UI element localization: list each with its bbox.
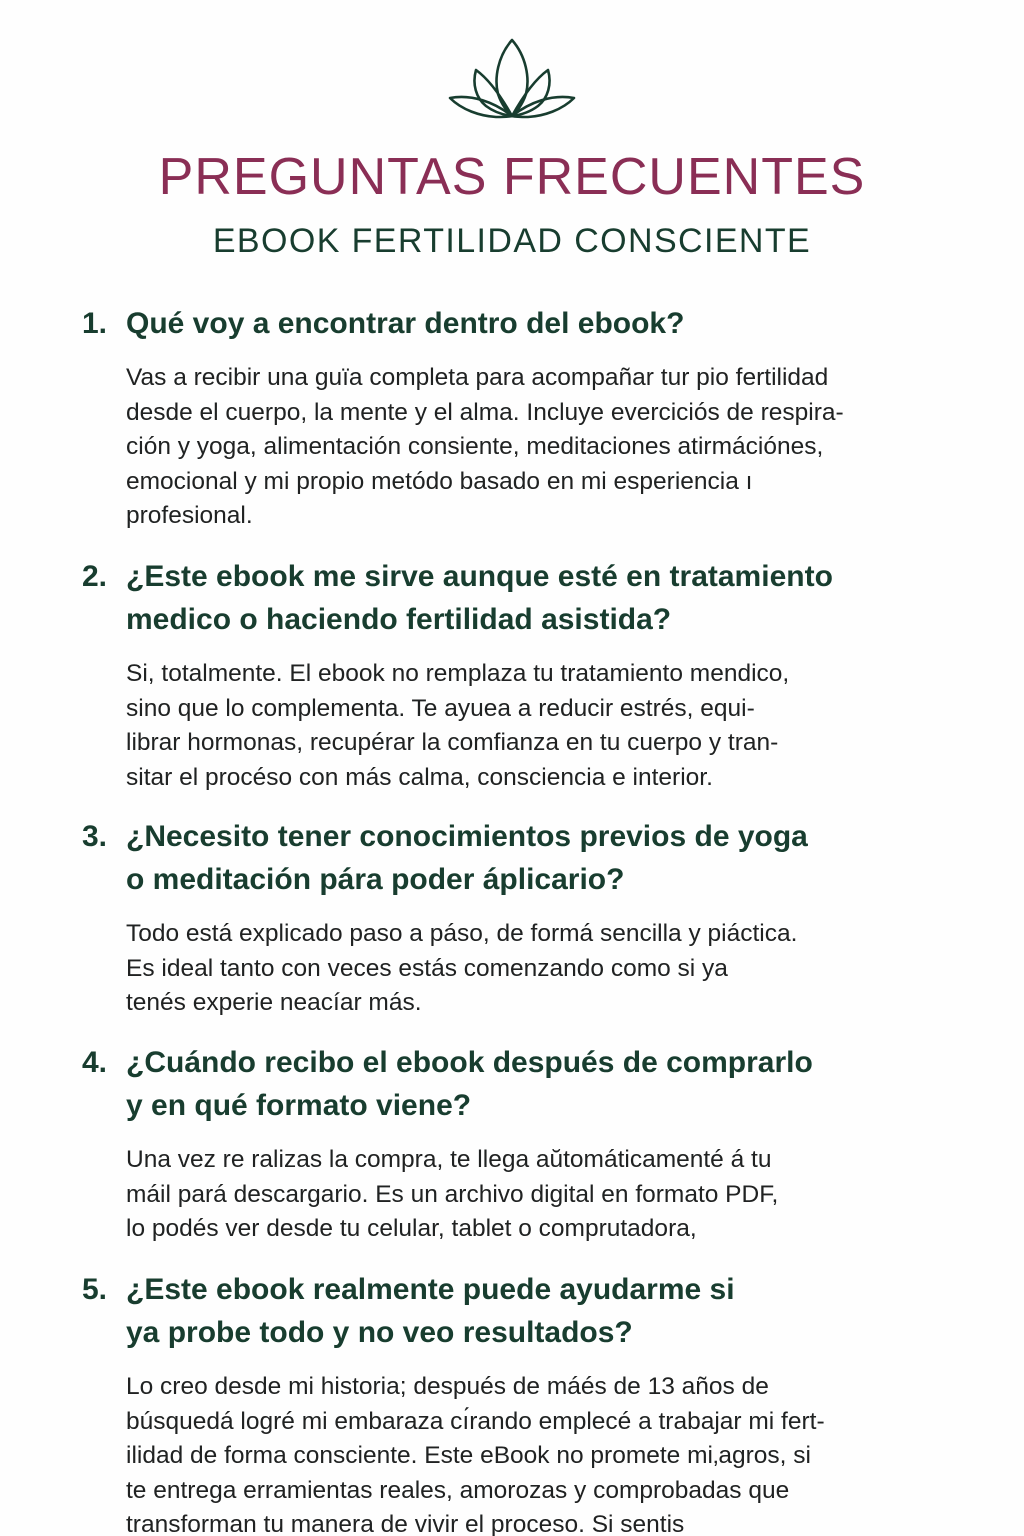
faq-question: Qué voy a encontrar dentro del ebook?: [126, 307, 685, 340]
faq-question: ¿Cuándo recibo el ebook después de comprarlo y en qué formato viene?: [126, 1046, 813, 1122]
faq-number: 5.: [82, 1273, 108, 1306]
faq-question-row: [82, 302, 942, 345]
faq-question: ¿Este ebook realmente puede ayudarme si ya probe todo y no veo resultados?: [126, 1273, 735, 1349]
faq-answer: Vas a recibir una guïa completa para acompañar tur pio fertilidad desde el cuerpo, la mente y el alma. Incluye everciciós de respira- ción y yoga, alimentación consiente, meditaciones atirmációnes, emocional y mi propio metódo basado en mi esperiencia ı profesional.: [126, 364, 844, 529]
lotus-icon: [442, 36, 582, 122]
page-subtitle: EBOOK FERTILIDAD CONSCIENTE: [212, 222, 812, 260]
faq-answer: Si, totalmente. El ebook no remplaza tu tratamiento mendico, sino que lo complementa. Te ayuea a reducir estrés, equi- librar hormonas, recupérar la comfianza en tu cuerpo y tran- sitar el procéso con más calma, consciencia e interior.: [126, 660, 790, 791]
faq-answer: Todo está explicado paso a páso, de formá sencilla y piáctica. Es ideal tanto con veces estás comenzando como si ya tenés experie neacíar más.: [126, 920, 798, 1016]
faq-item-3: [82, 815, 942, 1021]
faq-item-1: [82, 302, 942, 534]
faq-answer: Lo creo desde mi historia; después de máés de 13 años de búsquedá logré mi embaraza cı́rando emplecé a trabajar mi fert- ilidad de forma consciente. Este eBook no promete mi‚agros, si te entrega erramientas reales, amorozas y comprobadas que transforman tu manera de vivir el proceso. Si sentis: [126, 1373, 825, 1536]
faq-question: ¿Necesito tener conocimientos previos de yoga o meditación pára poder áplicario?: [126, 820, 808, 896]
faq-question: ¿Este ebook me sirve aunque esté en tratamiento medico o haciendo fertilidad asistida?: [126, 560, 833, 636]
faq-number: 2.: [82, 560, 108, 593]
faq-number: 4.: [82, 1046, 108, 1079]
page-title: PREGUNTAS FRECUENTES: [158, 148, 866, 206]
faq-item-4: [82, 1041, 942, 1247]
faq-item-5: [82, 1268, 942, 1536]
faq-number: 3.: [82, 820, 108, 853]
faq-item-2: [82, 555, 942, 795]
faq-answer: Una vez re ralizas la compra, te llega aŭtomáticamenté á tu máil pará descargario. Es un archivo digital en formato PDF, lo podés ver desde tu celular, tablet o comprutadora,: [126, 1146, 779, 1242]
faq-question-row: [82, 1041, 942, 1127]
faq-question-row: [82, 555, 942, 641]
faq-question-row: [82, 1268, 942, 1354]
faq-number: 1.: [82, 307, 108, 340]
faq-question-row: [82, 815, 942, 901]
